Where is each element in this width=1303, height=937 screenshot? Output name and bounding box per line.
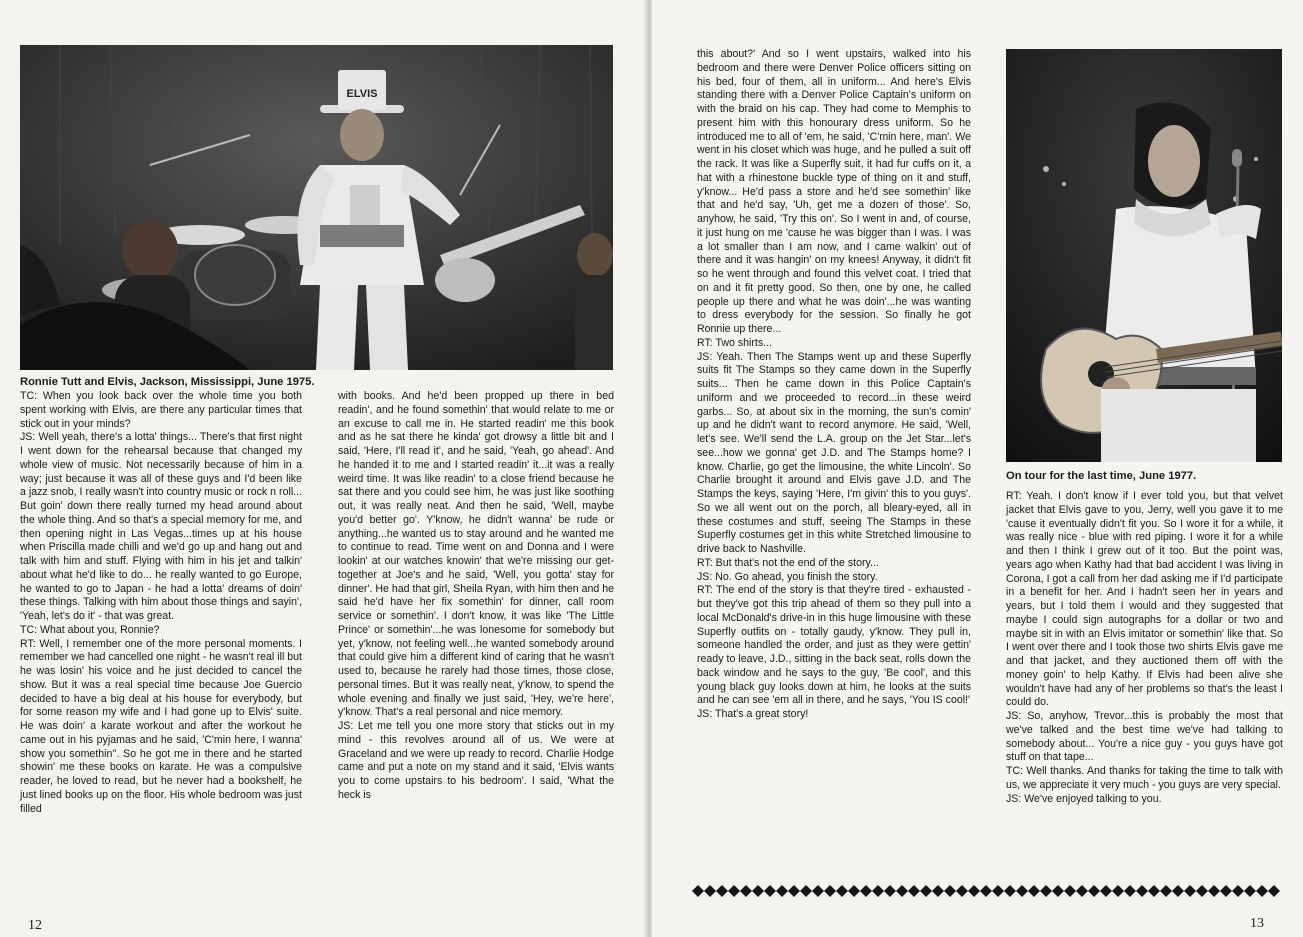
zigzag-diamond [1208,885,1220,897]
page-number-right: 13 [1250,916,1264,931]
zigzag-diamond [1232,885,1244,897]
zigzag-diamond [716,885,728,897]
stage-photo-illustration [20,45,613,370]
zigzag-diamond [1184,885,1196,897]
left-photo-caption: Ronnie Tutt and Elvis, Jackson, Mississippi, June 1975. [20,376,315,388]
paragraph: RT: The end of the story is that they're tired - exhausted - but they've got this trip ahead of them so they pull into a local McDonald's drive-in in this huge limousine with these Superfly outfits on - totally gaudy, y'know. They pull in, someone handled the order, and just as they were gettin' ready to leave, J.D., sitting in the back seat, rolls down the back window and he says to the guy, 'Be cool', and this young black guy looks down at him, he looks at the suits and he can see 'em all in there, and he says, 'You IS cool!' [697,584,971,707]
paragraph: TC: What about you, Ronnie? [20,623,160,636]
paragraph: RT: Yeah. I don't know if I ever told you, but that velvet jacket that Elvis gave to you, Jerry, well you gave it to me 'cause it eventually didn't fit you. So I wore it for a while, it was really nice - blue with red piping. I wore it for a while and then I think I grew out of it too. But the point was, years ago when Kathy had that bad accident I was living in Corona, I got a call from her dad asking me if I'd participate in a benefit for her. And I hadn't seen her in years and years, but I told them I would and they suggested that maybe I could sign autographs for a dollar or two and maybe sit in with an Elvis imitator or somethin' like that. So I went over there and I took those two shirts Elvis gave me and that jacket, and they auctioned them off with the money goin' to help Kathy. If Elvis had been alive she wouldn't have had any of her problems so that's the least I could do. [1006,490,1284,709]
zigzag-diamond [980,885,992,897]
paragraph: JS: Well yeah, there's a lotta' things... There's that first night I went down for the rehearsal because that changed my whole view of music. Not necessarily because of him in a way; just because it was all of these guys and I'd been like a jazz snob, I really wasn't into country music or rock n roll... But goin' down there really turned my head around about the whole thing. And so that's a special memory for me, and then opening night in Las Vegas...times up at his house when Priscilla made chilli and we'd go up and hang out and talk with him and stuff. Flying with him in his jet and talkin' about what he'd like to do... he really wanted to go Europe, he wanted to go to Japan - he had a lotta' dreams of doin' these things. Talking with him about those things and sayin', 'Yeah, let's do it' - that was great. [20,431,302,622]
zigzag-diamond [968,885,980,897]
zigzag-diamond [1172,885,1184,897]
zigzag-diamond [860,885,872,897]
right-column-2 [1006,490,1283,806]
zigzag-diamond [1004,885,1016,897]
zigzag-diamond [1016,885,1028,897]
zigzag-diamond [1076,885,1088,897]
zigzag-diamond [824,885,836,897]
zigzag-diamond [800,885,812,897]
zigzag-diamond [1148,885,1160,897]
paragraph: RT: Well, I remember one of the more personal moments. I remember we had cancelled one night - he wasn't real ill but he was losin' his voice and he just decided to cancel the show. But it was a real special time because Joe Guercio decided to have a big deal at his house for everybody, but for some reason my wife and I had gone up to Elvis' suite. He was doin' a karate workout and after the workout he came out in his pyjamas and he said, 'C'min here, I wanna' show you somethin''. So he got me in there and he started showin' me these books on karate. He was a compulsive reader, he loved to read, but he never had a bookshelf, he just lined books up on the floor. His whole bedroom was just filled [20,637,302,815]
elvis-guitar-photo-illustration [1006,49,1282,462]
zigzag-diamond [908,885,920,897]
paragraph: RT: But that's not the end of the story... [697,556,879,569]
left-page [0,0,647,937]
zigzag-diamond [1136,885,1148,897]
paragraph: JS: That's a great story! [697,708,809,720]
zigzag-diamond [932,885,944,897]
zigzag-diamond [728,885,740,897]
zigzag-diamond [1040,885,1052,897]
zigzag-diamond [896,885,908,897]
hat-text: ELVIS [346,88,378,100]
zigzag-diamond [1268,885,1280,897]
zigzag-diamond [776,885,788,897]
zigzag-diamond [692,885,704,897]
left-column-2 [338,390,614,803]
paragraph: RT: Two shirts... [697,336,772,349]
zigzag-diamond [848,885,860,897]
zigzag-diamond [944,885,956,897]
paragraph: TC: Well thanks. And thanks for taking the time to talk with us, we appreciate it very much - you guys are very special. [1006,765,1283,791]
zigzag-divider [692,884,1284,898]
zigzag-diamond [956,885,968,897]
paragraph: TC: When you look back over the whole time you both spent working with Elvis, are there any particular times that stick out in your minds? [20,390,302,430]
photo-elvis-on-tour [1006,49,1282,462]
right-photo-caption: On tour for the last time, June 1977. [1006,470,1197,482]
zigzag-diamond [836,885,848,897]
zigzag-diamond [1196,885,1208,897]
zigzag-diamond [752,885,764,897]
zigzag-diamond [1088,885,1100,897]
page-number-left: 12 [28,918,42,933]
zigzag-diamond [1124,885,1136,897]
paragraph: JS: We've enjoyed talking to you. [1006,792,1162,805]
zigzag-diamond [1220,885,1232,897]
zigzag-diamond [764,885,776,897]
zigzag-diamond [812,885,824,897]
right-page [652,0,1303,937]
paragraph: with books. And he'd been propped up there in bed readin', and he found somethin' that would relate to me or an excuse to call me in. He started readin' me this book and as he sat there he kinda' got drowsy a little bit and I said, 'Here, I'll read it', and he said, 'Yeah, go ahead'. And he handed it to me and I started readin' it...it was a really weird time. It was like readin' to a close friend because he sat there and you could see him, he was just like soothing out, it was really neat. And then he said, 'Well, maybe you'd better go'. Y'know, he didn't wanna' be rude or anything...he wanted us to stay around and he wanted me to continue to read. Time went on and Donna and I were lookin' at our watches knowin' that we're missing our get-together at Joe's and he said, 'Well, you gotta' stay for dinner'. He had that girl, Sheila Ryan, with him then and he said he'd have her fix somethin' for dinner, call room service or somethin'. I don't know, it was like 'The Little Prince' or somethin'...he was lonesome for somebody but yet, y'know, not feeling well...he wanted somebody around that could give him a different kind of caring that he wasn't used to, because he rarely had those times, those close, personal times. But it was really neat, y'know, to spend the whole evening and finally we just said, 'Hey, we're here', y'know. That's a real personal and nice memory. [338,390,614,719]
zigzag-diamond [1100,885,1112,897]
paragraph: JS: Let me tell you one more story that sticks out in my mind - this revolves around all of us. We were at Graceland and we were up ready to record. Charlie Hodge came and put a note on my stand and it said, 'Elvis wants you to come upstairs to his bedroom'. I said, 'What the heck is [338,720,614,801]
zigzag-diamond [1256,885,1268,897]
paragraph: this about?' And so I went upstairs, walked into his bedroom and there were Denver Police officers sitting on his bed, four of them, all in uniform... And here's Elvis standing there with a Denver Police Captain's uniform on with the braid on his cap. They had come to Memphis to present him with this honourary dress uniform. So he introduced me to all of 'em, he said, 'C'min here, man'. We went in his closet which was huge, and he pulled a suit off the rack. It was like a Superfly suit, it had fur cuffs on it, a hat with a rhinestone buckle type of thing on it and stuff, y'know... He'd pass a store and he'd see somethin' like that and he'd say, 'Uh, get me a dozen of those'. So, anyhow, he said, 'Try this on'. So I went in and, of course, it just hung on me 'cause he was bigger than I was. I was a lot smaller than I am now, and I came walkin' out of there and it was hangin' on my knees! Anyway, it didn't fit so he went through and found this velvet coat. I tried that on and it fit pretty good. So then, one by one, he called people up there and what he was doin'...he was wanting to dress everybody for the session. So finally he got Ronnie up there... [697,48,971,335]
zigzag-diamond [1052,885,1064,897]
zigzag-diamond [1160,885,1172,897]
zigzag-diamond [704,885,716,897]
left-column-1 [20,390,302,816]
zigzag-diamond [1244,885,1256,897]
zigzag-diamond [872,885,884,897]
zigzag-diamond [1112,885,1124,897]
zigzag-diamond [920,885,932,897]
paragraph: JS: So, anyhow, Trevor...this is probably the most that we've talked and the best time we've had talking to somebody about... You're a nice guy - you guys have got stuff on that tape... [1006,710,1283,764]
zigzag-diamond [1064,885,1076,897]
zigzag-diamond [992,885,1004,897]
zigzag-diamond [884,885,896,897]
zigzag-diamond [1028,885,1040,897]
paragraph: JS: Yeah. Then The Stamps went up and these Superfly suits fit The Stamps so they came down in the Superfly suits... Then he came down in this Police Captain's uniform and we proceeded to record...in these weird garbs... So, at about six in the morning, the sun's comin' up and he didn't want to record anymore. He said, 'Well, let's see. We'll send the L.A. group on the Jet Star...let's see...how we gonna' get J.D. and The Stamps home? I know. Charlie, go get the limousine, the white Lincoln'. So Charlie brought it around and Elvis gave J.D. and The Stamps the keys, saying 'Here, I'm givin' this to you guys'. So we all went out on the porch, all bleary-eyed, all in these costumes and stuff, seeing The Stamps in these Superfly costumes get in this white Stretched limousine to drive back to Nashville. [697,350,971,555]
zigzag-diamond [788,885,800,897]
photo-ronnie-tutt-and-elvis [20,45,613,370]
zigzag-diamond [740,885,752,897]
paragraph: JS: No. Go ahead, you finish the story. [697,570,878,583]
zigzag-pattern [692,885,1280,897]
right-column-1 [697,48,971,722]
